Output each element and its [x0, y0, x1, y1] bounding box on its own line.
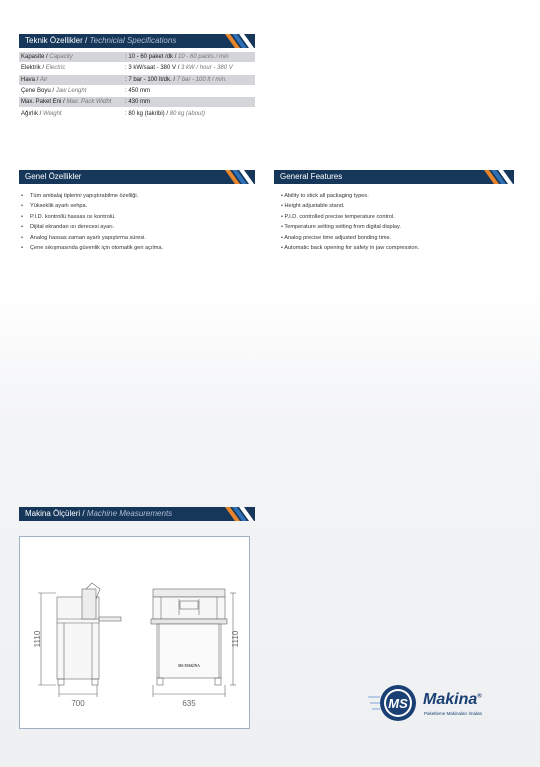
- side-height-dim: 1110: [33, 630, 42, 648]
- spec-key: Hava /: [21, 76, 41, 83]
- list-item: • Temperature setting setting from digital display.: [281, 224, 401, 231]
- side-width-dim: 700: [71, 699, 85, 708]
- spec-value-en: 80 kg (about): [169, 110, 206, 117]
- front-view-drawing: [151, 589, 236, 697]
- spec-value: : 430 mm: [125, 99, 151, 106]
- front-height-dim: 1110: [231, 630, 240, 648]
- spec-key-en: Weight: [43, 110, 62, 117]
- spec-row: [19, 52, 255, 63]
- spec-value-en: 10 - 60 packs / min: [178, 54, 229, 61]
- spec-value: : 3 kW/saat - 380 V /: [125, 65, 182, 72]
- genel-header-label: Genel Özellikler: [25, 172, 82, 181]
- general-header-label: General Features: [280, 172, 343, 181]
- spec-key-en: Electric: [45, 65, 66, 72]
- list-item: • P.I.D. kontrollü hassas ısı kontrolü.: [21, 213, 116, 220]
- spec-value: : 80 kg (takribi) /: [125, 110, 170, 117]
- spec-key: Elektrik /: [21, 65, 46, 72]
- spec-key-en: Max. Pack Widht: [66, 99, 112, 106]
- measure-header: [19, 507, 255, 521]
- list-item: • Dijital ekrandan ısı derecesi ayarı.: [21, 224, 115, 231]
- spec-row: [19, 97, 255, 108]
- list-item: • Ability to stick all packaging types.: [281, 193, 369, 199]
- spec-key: Ağırlık /: [21, 110, 44, 117]
- genel-list: [21, 191, 163, 253]
- logo-badge: MS: [388, 696, 408, 711]
- header-stripes-icon: [480, 170, 514, 184]
- machine-drawing: [20, 537, 249, 728]
- spec-row: [19, 108, 255, 119]
- spec-header: [19, 34, 255, 48]
- general-list: [281, 191, 419, 253]
- list-item: • P.I.D. controlled precise temperature control.: [281, 213, 395, 220]
- spec-header-tr: Teknik Özellikler /: [25, 36, 90, 45]
- spec-key: Kapasite /: [21, 54, 50, 61]
- list-item: • Çene sıkışmasında güvenlik için otomatik geri açılma.: [21, 244, 164, 251]
- spec-key: Max. Paket Eni /: [21, 99, 67, 106]
- header-stripes-icon: [221, 34, 255, 48]
- spec-value: : 450 mm: [125, 88, 151, 95]
- spec-row: [19, 63, 255, 74]
- spec-key-en: Air: [40, 76, 48, 83]
- genel-header: [19, 170, 255, 184]
- spec-value: : 7 bar - 100 lt/dk. /: [125, 76, 177, 83]
- header-stripes-icon: [221, 507, 255, 521]
- side-view-drawing: [38, 583, 121, 697]
- machine-drawing-panel: [19, 536, 250, 729]
- spec-value-en: 7 bar - 100 lt / min.: [176, 76, 227, 83]
- spec-row: [19, 85, 255, 96]
- measure-header-en: Machine Measurements: [86, 509, 173, 518]
- spec-key-en: Jaw Lenght: [55, 88, 87, 95]
- spec-table: [19, 52, 255, 120]
- general-header: [274, 170, 514, 184]
- spec-key: Çene Boyu /: [21, 88, 56, 95]
- list-item: • Yükseklik ayarlı sehpa.: [21, 203, 88, 210]
- list-item: • Tüm ambalaj tiplerini yapıştırabilme özelliği.: [21, 193, 139, 199]
- list-item: • Analog hassas zaman ayarlı yapıştırma süresi.: [21, 234, 146, 241]
- measure-header-tr: Makina Ölçüleri /: [25, 509, 87, 518]
- machine-label: MS MAKİNA: [178, 664, 200, 668]
- spec-row: [19, 74, 255, 85]
- list-item: • Height adjustable stand.: [281, 203, 345, 210]
- spec-value-en: 3 kW / hour - 380 V: [181, 65, 233, 72]
- list-item: • Analog precise time adjusted bonding time.: [281, 234, 392, 241]
- logo-wordmark: Makina®: [423, 691, 482, 708]
- logo-tagline: Paketleme Makinaları İmalatı: [424, 711, 483, 716]
- header-stripes-icon: [221, 170, 255, 184]
- list-item: • Automatic back opening for safety in jaw compression.: [281, 244, 420, 251]
- front-width-dim: 635: [182, 699, 196, 708]
- spec-value: : 10 - 60 paket /dk /: [125, 54, 179, 61]
- spec-header-en: Technicial Specifications: [89, 36, 177, 45]
- spec-key-en: Capacity: [49, 54, 73, 61]
